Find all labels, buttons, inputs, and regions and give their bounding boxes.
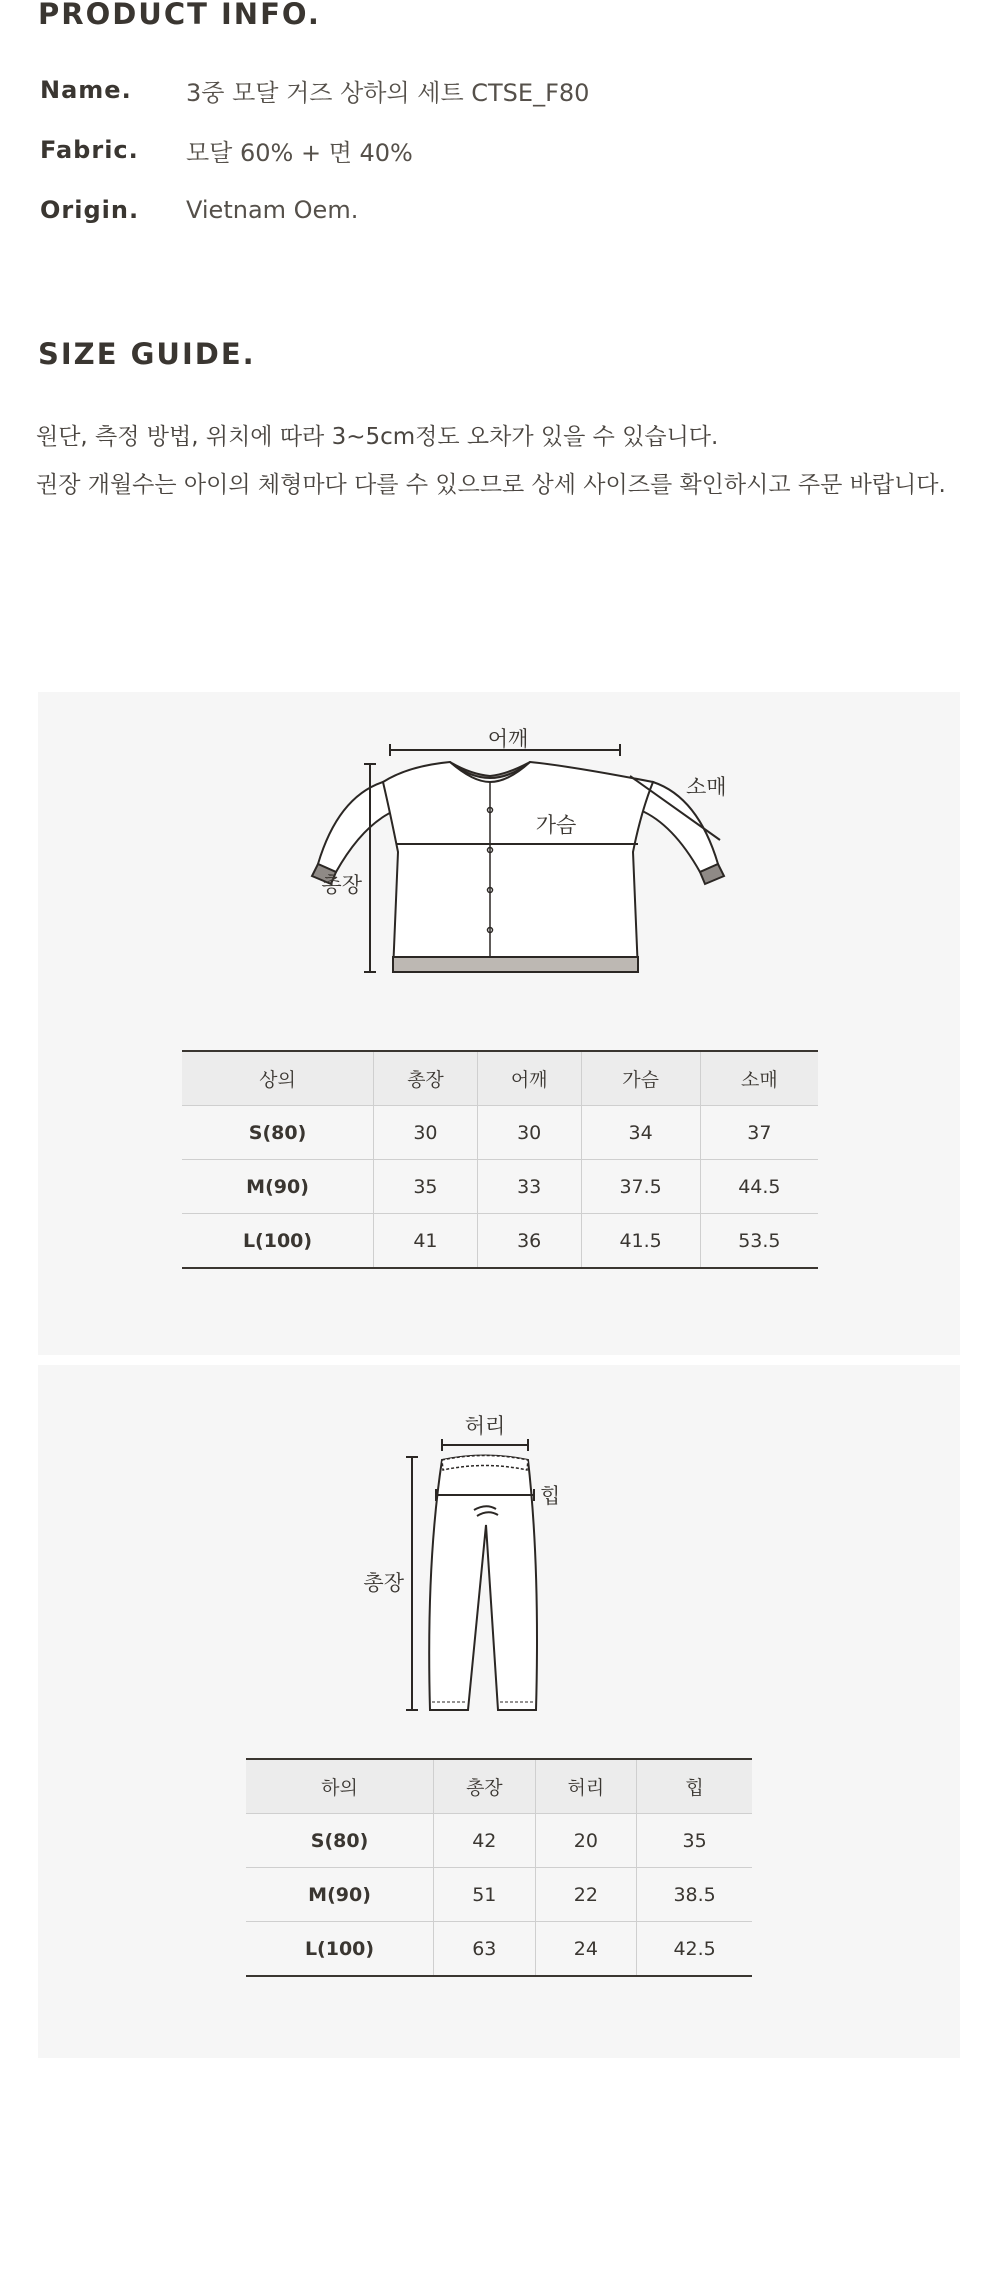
table-cell: 20 — [535, 1814, 637, 1868]
table-cell: 30 — [374, 1106, 478, 1160]
table-header-row — [182, 1051, 818, 1106]
size-note: 권장 개월수는 아이의 체형마다 다를 수 있으므로 상세 사이즈를 확인하시고 주문 바랍니다. — [36, 472, 946, 498]
length-label: 총장 — [321, 873, 362, 897]
table-cell: 41 — [374, 1214, 478, 1269]
table-cell: 53.5 — [700, 1214, 818, 1269]
size-note: 원단, 측정 방법, 위치에 따라 3~5cm정도 오차가 있을 수 있습니다. — [36, 424, 719, 450]
table-cell: L(100) — [304, 1937, 375, 1960]
table-header: 총장 — [434, 1759, 536, 1814]
table-cell: 35 — [637, 1814, 752, 1868]
shoulder-label: 어깨 — [487, 727, 529, 751]
table-cell: 33 — [477, 1160, 581, 1214]
table-cell: M(90) — [182, 1160, 374, 1214]
info-row-name — [40, 73, 589, 107]
top-size-panel — [38, 692, 960, 1355]
table-row — [246, 1868, 752, 1922]
table-header: 하의 — [246, 1759, 434, 1814]
bottom-garment-diagram — [360, 1415, 660, 1725]
length-label: 총장 — [363, 1571, 404, 1595]
bottom-size-table — [246, 1758, 752, 1977]
table-row — [246, 1922, 752, 1977]
table-header: 상의 — [182, 1051, 374, 1106]
sleeve-label: 소매 — [686, 775, 727, 799]
table-header: 어깨 — [477, 1051, 581, 1106]
info-value: 모달 60% + 면 40% — [186, 138, 413, 167]
table-row — [182, 1214, 818, 1269]
table-cell: 30 — [477, 1106, 581, 1160]
info-label: Fabric. — [40, 136, 139, 164]
table-row — [246, 1814, 752, 1868]
table-cell: 37 — [700, 1106, 818, 1160]
table-header: 총장 — [374, 1051, 478, 1106]
info-label: Origin. — [40, 196, 140, 224]
top-garment-diagram — [308, 727, 728, 992]
table-cell: L(100) — [242, 1229, 313, 1252]
table-cell: 22 — [535, 1868, 637, 1922]
table-cell: 42.5 — [637, 1922, 752, 1977]
table-header: 가슴 — [581, 1051, 700, 1106]
table-cell: 41.5 — [581, 1214, 700, 1269]
table-header: 힙 — [637, 1759, 752, 1814]
info-value: Vietnam Oem. — [186, 196, 359, 224]
top-size-table — [182, 1050, 818, 1269]
chest-label: 가슴 — [535, 813, 577, 837]
hip-label: 힙 — [540, 1484, 561, 1508]
info-value: 3중 모달 거즈 상하의 세트 CTSE_F80 — [186, 78, 590, 107]
table-row — [182, 1106, 818, 1160]
table-cell: 37.5 — [581, 1160, 700, 1214]
info-label: Name. — [40, 76, 132, 104]
info-row-fabric — [40, 133, 413, 167]
table-cell: M(90) — [246, 1868, 434, 1922]
table-cell: 34 — [581, 1106, 700, 1160]
table-cell: 42 — [434, 1814, 536, 1868]
table-cell: 63 — [434, 1922, 536, 1977]
bottom-size-panel — [38, 1365, 960, 2058]
table-cell: 24 — [535, 1922, 637, 1977]
table-header-row — [246, 1759, 752, 1814]
table-cell: S(80) — [182, 1106, 374, 1160]
table-header: 소매 — [700, 1051, 818, 1106]
size-guide-title: SIZE GUIDE. — [38, 337, 256, 371]
product-info-title: PRODUCT INFO. — [38, 0, 321, 31]
table-cell: 51 — [434, 1868, 536, 1922]
waist-label: 허리 — [464, 1414, 506, 1438]
table-cell: 38.5 — [637, 1868, 752, 1922]
table-cell: 35 — [374, 1160, 478, 1214]
table-row — [182, 1160, 818, 1214]
info-row-origin — [40, 193, 358, 227]
table-cell: S(80) — [246, 1814, 434, 1868]
table-cell: 36 — [477, 1214, 581, 1269]
table-cell: 44.5 — [700, 1160, 818, 1214]
table-header: 허리 — [535, 1759, 637, 1814]
